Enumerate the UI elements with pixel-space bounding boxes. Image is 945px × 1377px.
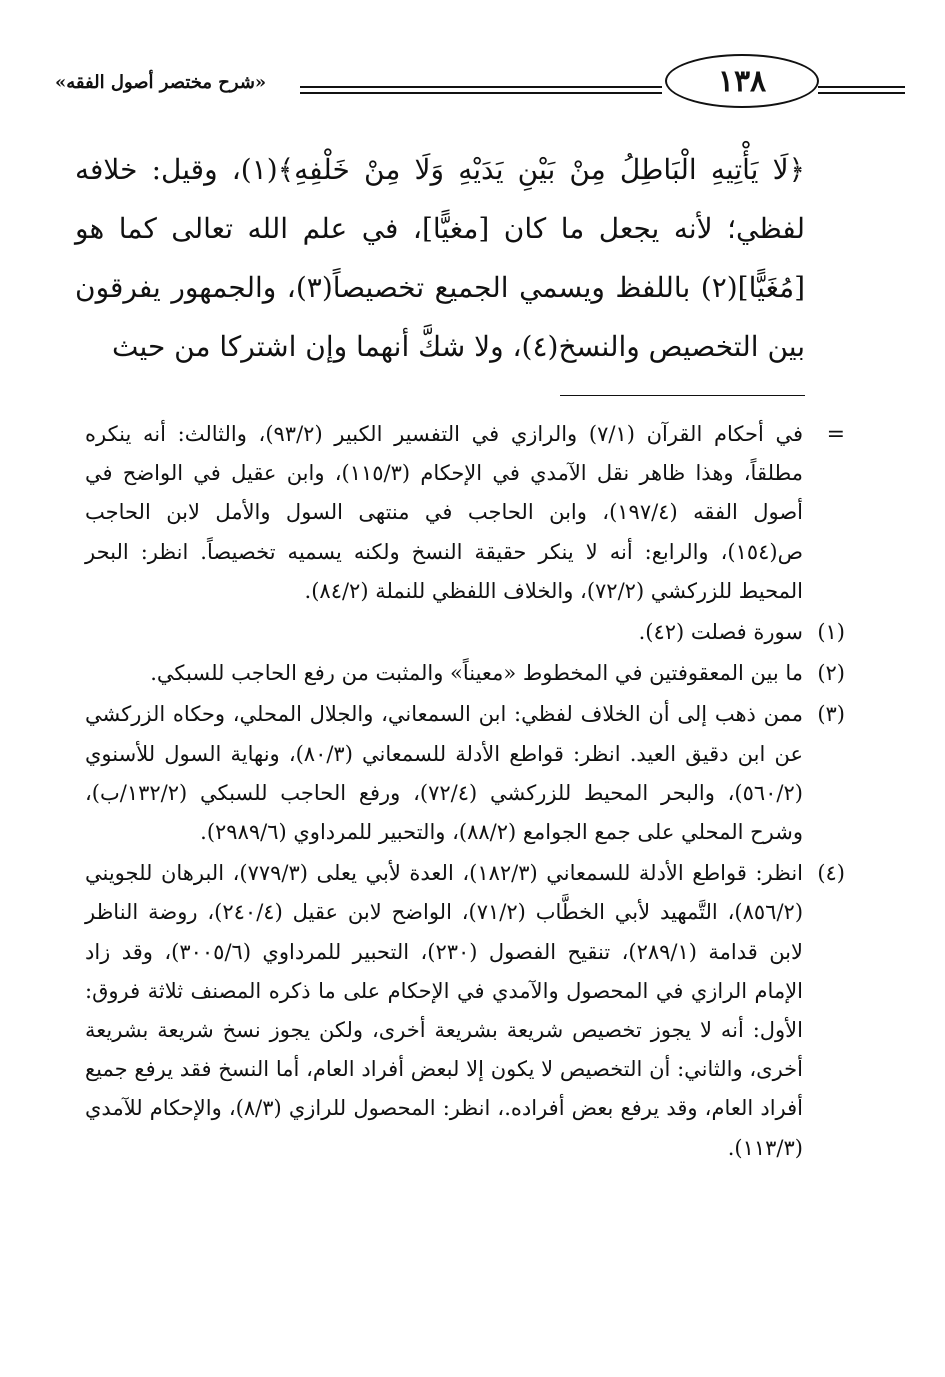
footnote-item [85,854,845,1168]
footnote-item [85,695,845,852]
footnote-separator [560,395,805,396]
footnote-text: ممن ذهب إلى أن الخلاف لفظي: ابن السمعاني، والجلال المحلي، وحكاه الزركشي عن ابن دقيق العيد. انظر: قواطع الأدلة للسمعاني (٨٠/٣)، ونهاية السول للأسنوي (٥٦٠/٢)، والبحر المحيط للزركشي (٧٢/٤)، ورفع الحاجب للسبكي (١٣٢/٢/ب)، وشرح المحلي على جمع الجوامع (٨٨/٢)، والتحبير للمرداوي (٢٩٨٩/٦). [85,702,803,845]
footnote-text: ما بين المعقوفتين في المخطوط «معيناً» والمثبت من رفع الحاجب للسبكي. [150,661,803,686]
footnote-marker: = [826,422,845,447]
footnote-marker: (٤) [817,861,845,886]
page-header [55,50,905,114]
footnote-marker: (١) [817,620,845,645]
footnote-text: سورة فصلت (٤٢). [638,620,803,645]
page-number: ١٣٨ [717,63,767,99]
footnote-item [85,613,845,652]
footnote-marker: (٣) [817,702,845,727]
body-paragraph: ﴿لَا يَأْتِيهِ الْبَاطِلُ مِنْ بَيْنِ يَدَيْهِ وَلَا مِنْ خَلْفِهِ﴾(١)، وقيل: خلافه لفظي؛ لأنه يجعل ما كان [مغيًّا]، في علم الله تعالى كما هو [مُغَيًّا](٢) باللفظ ويسمي الجميع تخصيصاً(٣)، والجمهور يفرقون بين التخصيص والنسخ(٤)، ولا شكَّ أنهما وإن اشتركا من حيث [75,153,805,363]
footnote-continuation [85,415,845,611]
header-rule-left [300,86,662,88]
header-rule-left-lower [300,92,662,94]
page-number-frame [665,54,819,108]
header-rule-right [818,86,905,88]
running-title: «شرح مختصر أصول الفقه» [55,72,267,93]
footnote-item [85,654,845,693]
footnote-marker: (٢) [817,661,845,686]
header-rule-right-lower [818,92,905,94]
footnotes [85,415,845,1170]
footnote-text: انظر: قواطع الأدلة للسمعاني (١٨٢/٣)، العدة لأبي يعلى (٧٧٩/٣)، البرهان للجويني (٨٥٦/٢)، التَّمهيد لأبي الخطَّاب (٧١/٢)، الواضح لابن عقيل (٢٤٠/٤)، روضة الناظر لابن قدامة (٢٨٩/١)، تنقيح الفصول (٢٣٠)، التحبير للمرداوي (٣٠٠٥/٦)، وقد زاد الإمام الرازي في المحصول والآمدي في الإحكام على ما ذكره المصنف ثلاثة فروق: الأول: أنه لا يجوز تخصيص شريعة بشريعة أخرى، ولكن يجوز نسخ شريعة بشريعة أخرى، والثاني: أن التخصيص لا يكون إلا لبعض أفراد العام، أما النسخ فقد يرفع جميع أفراد العام، وقد يرفع بعض أفراده.، انظر: المحصول للرازي (٨/٣)، والإحكام للآمدي (١١٣/٣). [85,861,804,1160]
footnote-text: في أحكام القرآن (٧/١) والرازي في التفسير الكبير (٩٣/٢)، والثالث: أنه ينكره مطلقاً، وهذا ظاهر نقل الآمدي في الإحكام (١١٥/٣)، وابن عقيل في الواضح في أصول الفقه (١٩٧/٤)، وابن الحاجب في منتهى السول والأمل لابن الحاجب ص(١٥٤)، والرابع: أنه لا ينكر حقيقة النسخ ولكنه يسميه تخصيصاً. انظر: البحر المحيط للزركشي (٧٢/٢)، والخلاف اللفظي للنملة (٨٤/٢). [85,422,803,603]
body-text [75,140,805,376]
